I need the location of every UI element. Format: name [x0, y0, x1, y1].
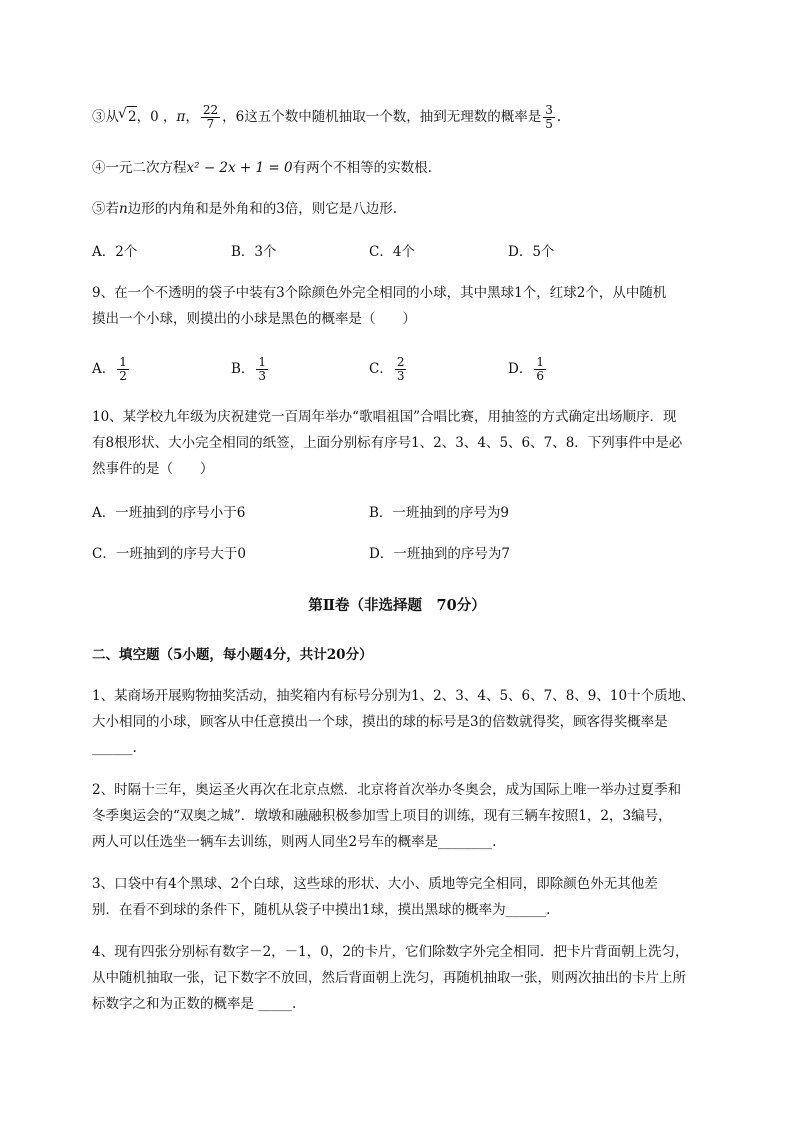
- q8-item-4: [92, 158, 432, 178]
- fill-q3-line-2: 别．在看不到球的条件下，随机从袋子中摸出1球，摸出黑球的概率为______.: [92, 902, 551, 918]
- q8-option-d: D．5个: [508, 244, 555, 260]
- fill-q4-line-1: 4、现有四张分别标有数字－2，－1，0，2的卡片，它们除数字外完全相同．把卡片背面朝上洗匀，: [92, 944, 689, 960]
- q10-option-c: C．一班抽到的序号大于0: [92, 546, 246, 562]
- fill-q1-line-2: 大小相同的小球，顾客从中任意摸出一个球，摸出的球的标号是3的倍数就得奖，顾客得奖概率是: [92, 714, 668, 730]
- item3-end: .: [556, 109, 562, 125]
- q10-line-2: 有8根形状、大小完全相同的纸签，上面分别标有序号1、2、3、4、5、6、7、8．下列事件中是必: [92, 435, 683, 451]
- q8-option-b: B．3个: [231, 244, 277, 260]
- fill-q2-line-1: 2、时隔十三年，奥运圣火再次在北京点燃．北京将首次举办冬奥会，成为国际上唯一举办过夏季和: [92, 782, 682, 798]
- fill-q4-line-2: 从中随机抽取一张，记下数字不放回，然后背面朝上洗匀，再随机抽取一张，则两次抽出的卡片上所: [92, 970, 686, 986]
- q9-line-1: 9、在一个不透明的袋子中装有3个除颜色外完全相同的小球，其中黑球1个，红球2个，从中随机: [92, 285, 667, 301]
- fraction-3-5: $\frac{3}{5}$: [545, 103, 553, 131]
- q9-option-a: A． $\frac{1}{2}$: [92, 355, 127, 383]
- q10-option-a: A．一班抽到的序号小于6: [92, 505, 246, 521]
- fill-q1-line-1: 1、某商场开展购物抽奖活动，抽奖箱内有标号分别为1、2、3、4、5、6、7、8、9、10十个质地、: [92, 688, 695, 704]
- sqrt-2: √ 2: [127, 106, 137, 127]
- q10-line-1: 10、某学校九年级为庆祝建党一百周年举办“歌唱祖国”合唱比赛，用抽签的方式确定出场顺序．现: [92, 409, 677, 425]
- fill-q1-line-3: ______.: [92, 740, 137, 756]
- item3-sep2: ，: [185, 109, 199, 125]
- pi-symbol: π: [176, 109, 186, 125]
- q8-option-a: A．2个: [92, 244, 138, 260]
- fill-q2-line-3: 两人可以任选坐一辆车去训练，则两人同坐2号车的概率是________.: [92, 834, 497, 850]
- item3-mid: ，6这五个数中随机抽取一个数，抽到无理数的概率是: [222, 109, 542, 125]
- equation: x² − 2x + 1 = 0: [186, 160, 293, 176]
- fill-q3-line-1: 3、口袋中有4个黑球、2个白球，这些球的形状、大小、质地等完全相同，即除颜色外无其他差: [92, 876, 658, 892]
- item4-suffix: 有两个不相等的实数根.: [292, 160, 432, 176]
- q8-item-5: [92, 199, 397, 219]
- q8-item-3: [92, 104, 561, 131]
- var-n: n: [119, 201, 128, 217]
- item4-prefix: ④一元二次方程: [92, 160, 187, 176]
- q9-option-d: D． $\frac{1}{6}$: [508, 355, 544, 383]
- fill-q4-line-3: 标数字之和为正数的概率是 _____.: [92, 996, 297, 1012]
- q10-option-b: B．一班抽到的序号为9: [369, 505, 510, 521]
- fill-q2-line-2: 冬季奥运会的“双奥之城”．墩墩和融融积极参加雪上项目的训练，现有三辆车按照1，2，3编号，: [92, 808, 672, 824]
- item5-prefix: ⑤若: [92, 201, 119, 217]
- q10-option-d: D．一班抽到的序号为7: [369, 546, 510, 562]
- section-heading: 二、填空题（5小题，每小题4分，共计20分）: [92, 647, 373, 663]
- item5-suffix: 边形的内角和是外角和的3倍，则它是八边形.: [127, 201, 398, 217]
- q9-line-2: 摸出一个小球，则摸出的小球是黑色的概率是（ ）: [92, 311, 416, 327]
- section-title: 第Ⅱ卷（非选择题 70分）: [308, 597, 486, 614]
- item3-sep1: ，0 ，: [136, 109, 177, 125]
- q9-option-b: B． $\frac{1}{3}$: [231, 355, 267, 383]
- q9-option-c: C． $\frac{2}{3}$: [369, 355, 405, 383]
- fraction-22-7: $\frac{22}{7}$: [202, 103, 219, 131]
- q10-line-3: 然事件的是（ ）: [92, 461, 214, 477]
- item3-prefix: ③从: [92, 109, 119, 125]
- q8-option-c: C．4个: [369, 244, 415, 260]
